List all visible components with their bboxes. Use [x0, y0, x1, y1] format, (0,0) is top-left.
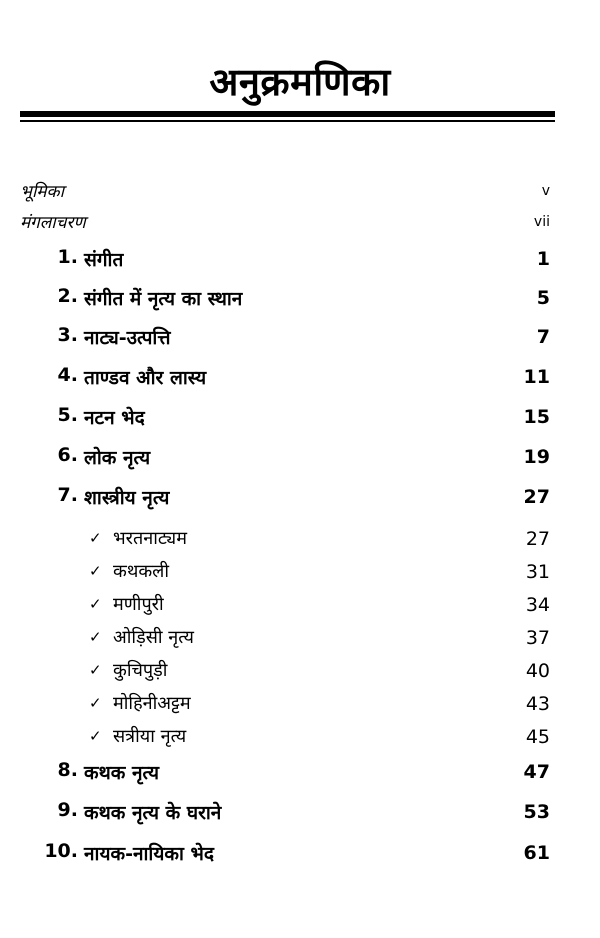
chapter-number: 4.	[57, 364, 78, 386]
toc-subsection-sattriya[interactable]	[0, 724, 600, 758]
toc-label: मंगलाचरण	[20, 213, 86, 233]
chapter-title: लोक नृत्य	[84, 447, 151, 469]
page-title: अनुक्रमणिका	[209, 60, 391, 104]
subsection-title: कथकली	[113, 561, 170, 582]
chapter-title: नाट्य-उत्पत्ति	[84, 327, 171, 349]
chapter-number: 6.	[57, 444, 78, 466]
toc-page-number: 7	[536, 326, 550, 348]
toc-label: भूमिका	[20, 182, 64, 202]
subsection-title: मोहिनीअट्टम	[113, 693, 191, 714]
check-icon: ✓	[89, 628, 102, 646]
chapter-number: 7.	[57, 484, 78, 506]
chapter-number: 3.	[57, 324, 78, 346]
toc-chapter-5[interactable]	[0, 404, 600, 438]
check-icon: ✓	[89, 562, 102, 580]
chapter-title: नायक-नायिका भेद	[84, 843, 214, 865]
toc-entry-bhumika[interactable]	[0, 179, 600, 213]
toc-chapter-4[interactable]	[0, 364, 600, 398]
toc-chapter-10[interactable]	[0, 840, 600, 874]
chapter-title: नटन भेद	[84, 407, 145, 429]
chapter-title: कथक नृत्य के घराने	[84, 802, 222, 824]
toc-page-number: 45	[525, 726, 550, 748]
toc-chapter-7[interactable]	[0, 484, 600, 518]
toc-page-number: 1	[536, 248, 550, 270]
toc-entry-mangalacharan[interactable]	[0, 210, 600, 244]
toc-subsection-kathakali[interactable]	[0, 559, 600, 593]
toc-page-number: 15	[523, 406, 550, 428]
toc-subsection-kuchipudi[interactable]	[0, 658, 600, 692]
toc-page-number: 5	[536, 287, 550, 309]
chapter-title: संगीत में नृत्य का स्थान	[84, 288, 243, 310]
subsection-title: भरतनाट्यम	[113, 528, 187, 549]
chapter-title: संगीत	[84, 249, 124, 271]
chapter-number: 8.	[57, 759, 78, 781]
toc-page-number: 43	[525, 693, 550, 715]
chapter-number: 10.	[44, 840, 78, 862]
title-rule-thick	[20, 111, 555, 117]
check-icon: ✓	[89, 694, 102, 712]
chapter-number: 5.	[57, 404, 78, 426]
check-icon: ✓	[89, 595, 102, 613]
toc-page-number: 27	[523, 486, 550, 508]
subsection-title: कुचिपुड़ी	[113, 660, 168, 681]
subsection-title: सत्रीया नृत्य	[113, 726, 187, 747]
chapter-title: ताण्डव और लास्य	[84, 367, 207, 389]
toc-chapter-3[interactable]	[0, 324, 600, 358]
toc-page-number: 11	[523, 366, 550, 388]
toc-chapter-2[interactable]	[0, 285, 600, 319]
chapter-number: 2.	[57, 285, 78, 307]
toc-page-number: 40	[525, 660, 550, 682]
check-icon: ✓	[89, 529, 102, 547]
toc-subsection-bharatanatyam[interactable]	[0, 526, 600, 560]
check-icon: ✓	[89, 727, 102, 745]
toc-chapter-9[interactable]	[0, 799, 600, 833]
toc-page-number: 47	[523, 761, 550, 783]
toc-page-number: 31	[525, 561, 550, 583]
chapter-title: कथक नृत्य	[84, 762, 160, 784]
toc-page-number: 37	[525, 627, 550, 649]
subsection-title: मणीपुरी	[113, 594, 164, 615]
toc-subsection-odissi[interactable]	[0, 625, 600, 659]
toc-chapter-8[interactable]	[0, 759, 600, 793]
subsection-title: ओड़िसी नृत्य	[113, 627, 194, 648]
title-rule-thin	[20, 120, 555, 122]
check-icon: ✓	[89, 661, 102, 679]
chapter-title: शास्त्रीय नृत्य	[84, 487, 170, 509]
chapter-number: 9.	[57, 799, 78, 821]
toc-chapter-1[interactable]	[0, 246, 600, 280]
toc-subsection-mohiniattam[interactable]	[0, 691, 600, 725]
toc-subsection-manipuri[interactable]	[0, 592, 600, 626]
toc-page-number: 27	[525, 528, 550, 550]
toc-page-number: v	[541, 183, 550, 199]
toc-chapter-6[interactable]	[0, 444, 600, 478]
toc-page-number: vii	[533, 214, 550, 230]
toc-page-number: 61	[523, 842, 550, 864]
toc-page-number: 19	[523, 446, 550, 468]
chapter-number: 1.	[57, 246, 78, 268]
toc-page-number: 53	[523, 801, 550, 823]
toc-page-number: 34	[525, 594, 550, 616]
